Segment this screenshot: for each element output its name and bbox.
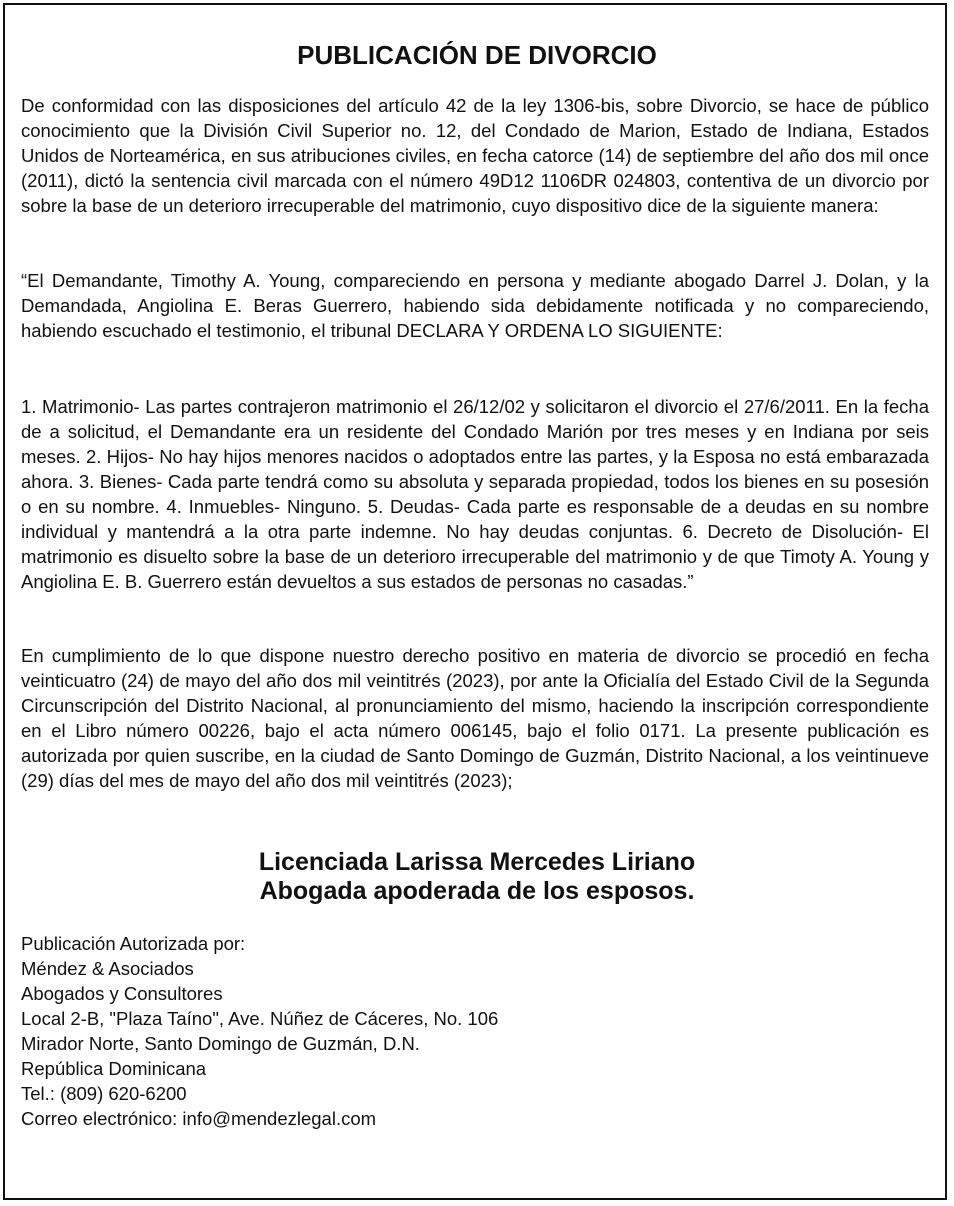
contact-address-line1: Local 2-B, "Plaza Taíno", Ave. Núñez de Cáceres, No. 106 [21, 1008, 499, 1029]
page-title: PUBLICACIÓN DE DIVORCIO [297, 40, 657, 70]
signature-role: Abogada apoderada de los esposos. [259, 877, 695, 905]
contact-firm: Méndez & Asociados [21, 958, 194, 979]
signature-block [5, 848, 949, 906]
contact-block [21, 931, 721, 1131]
contact-firm-type: Abogados y Consultores [21, 983, 223, 1004]
compliance-paragraph: En cumplimiento de lo que dispone nuestro derecho positivo en materia de divorcio se procedió en fecha veinticuatro (24) de mayo del año dos mil veintitrés (2023), por ante la Oficialía del Estado Civil de la Segunda Circunscripción del Distrito Nacional, al pronunciamiento del mismo, haciendo la inscripción correspondiente en el Libro número 00226, bajo el acta número 006145, bajo el folio 0171. La presente publicación es autorizada por quien suscribe, en la ciudad de Santo Domingo de Guzmán, Distrito Nacional, a los veintinueve (29) días del mes de mayo del año dos mil veintitrés (2023); [21, 645, 929, 791]
quote-opening-paragraph: “El Demandante, Timothy A. Young, compareciendo en persona y mediante abogado Darrel J. Dolan, y la Demandada, Angiolina E. Beras Guerrero, habiendo sida debidamente notificada y no compareciendo, habiendo escuchado el testimonio, el tribunal DECLARA Y ORDENA LO SIGUIENTE: [21, 270, 929, 341]
contact-email: Correo electrónico: info@mendezlegal.com [21, 1108, 377, 1129]
contact-label: Publicación Autorizada por: [21, 933, 246, 954]
contact-phone: Tel.: (809) 620-6200 [21, 1083, 187, 1104]
signature-name: Licenciada Larissa Mercedes Liriano [258, 848, 696, 876]
quote-terms-paragraph: 1. Matrimonio- Las partes contrajeron matrimonio el 26/12/02 y solicitaron el divorcio el 27/6/2011. En la fecha de a solicitud, el Demandante era un residente del Condado Marión por tres meses y en Indiana por seis meses. 2. Hijos- No hay hijos menores nacidos o adoptados entre las partes, y la Esposa no está embarazada ahora. 3. Bienes- Cada parte tendrá como su absoluta y separada propiedad, todos los bienes en su posesión o en su nombre. 4. Inmuebles- Ninguno. 5. Deudas- Cada parte es responsable de a deudas en su nombre individual y mantendrá a la otra parte indemne. No hay deudas conjuntas. 6. Decreto de Disolución- El matrimonio es disuelto sobre la base de un deterioro irrecuperable del matrimonio y de que Timoty A. Young y Angiolina E. B. Guerrero están devueltos a sus estados de personas no casadas.” [21, 396, 929, 592]
contact-address-line2: Mirador Norte, Santo Domingo de Guzmán, D.N. [21, 1033, 420, 1054]
publication-frame [3, 3, 947, 1200]
intro-paragraph: De conformidad con las disposiciones del artículo 42 de la ley 1306-bis, sobre Divorcio, se hace de público conocimiento que la División Civil Superior no. 12, del Condado de Marion, Estado de Indiana, Estados Unidos de Norteamérica, en sus atribuciones civiles, en fecha catorce (14) de septiembre del año dos mil once (2011), dictó la sentencia civil marcada con el número 49D12 1106DR 024803, contentiva de un divorcio por sobre la base de un deterioro irrecuperable del matrimonio, cuyo dispositivo dice de la siguiente manera: [21, 95, 929, 216]
contact-country: República Dominicana [21, 1058, 207, 1079]
